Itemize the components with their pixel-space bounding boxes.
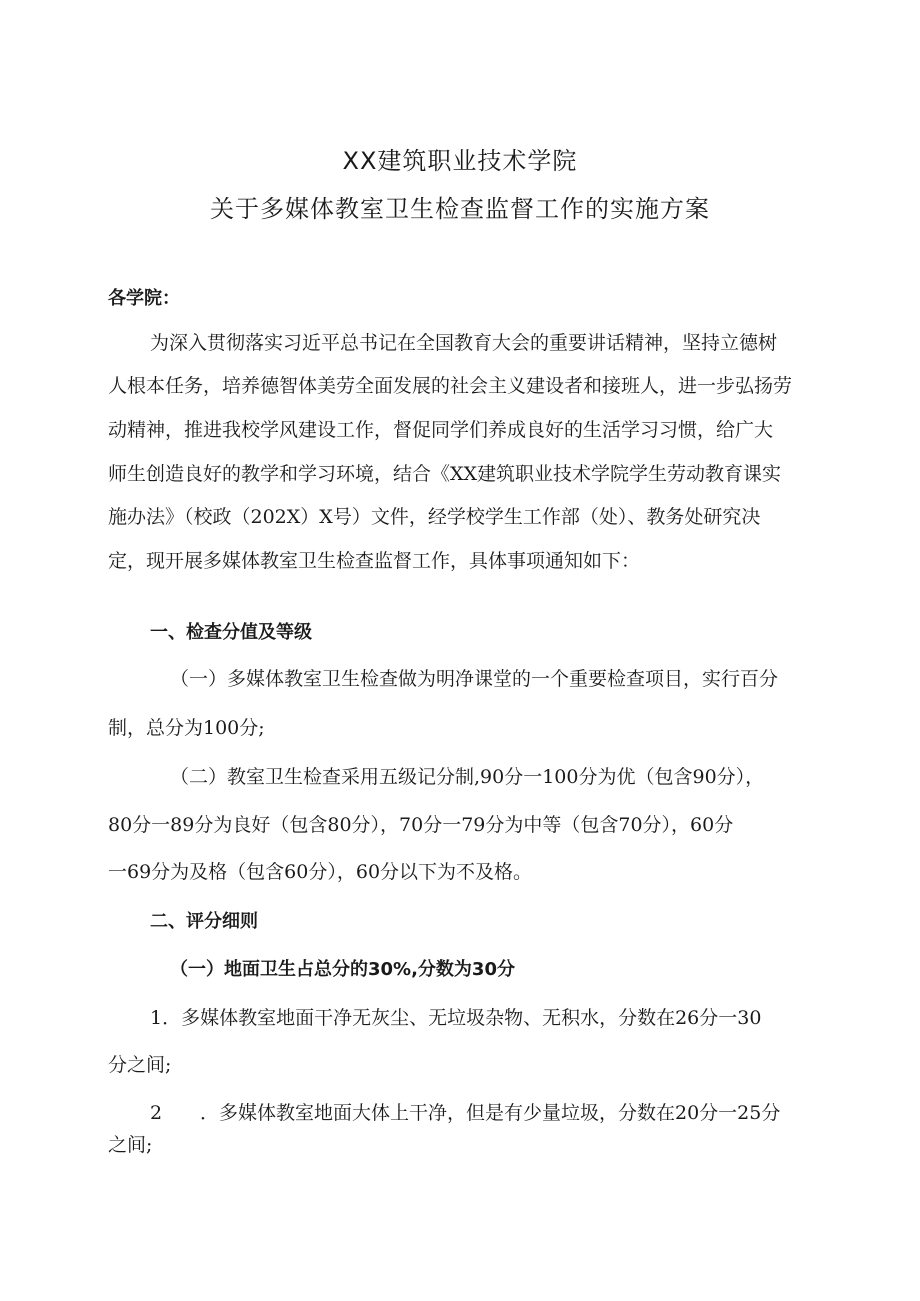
section1-item2-line: （二）教室卫生检查采用五级记分制,90分一100分为优（包含90分）， xyxy=(170,766,765,788)
document-title-line1: XX建筑职业技术学院 xyxy=(342,147,578,175)
intro-line: 人根本任务，培养德智体美劳全面发展的社会主义建设者和接班人，进一步弘扬劳 xyxy=(108,375,793,397)
salutation: 各学院： xyxy=(108,288,180,309)
intro-line: 定，现开展多媒体教室卫生检查监督工作，具体事项通知如下： xyxy=(108,550,641,572)
rule2-number: 2 xyxy=(150,1102,163,1124)
intro-line: 师生创造良好的教学和学习环境，结合《XX建筑职业技术学院学生劳动教育课实 xyxy=(108,463,782,485)
rule2-line: ．多媒体教室地面大体上干净，但是有少量垃圾，分数在20分一25分 xyxy=(200,1102,781,1124)
section1-item1-line: （一）多媒体教室卫生检查做为明净课堂的一个重要检查项目，实行百分 xyxy=(170,668,779,690)
intro-line: 动精神，推进我校学风建设工作，督促同学们养成良好的生活学习习惯，给广大 xyxy=(108,419,774,441)
section2-heading: 二、评分细则 xyxy=(150,911,258,932)
section1-item2-line: 一69分为及格（包含60分），60分以下为不及格。 xyxy=(108,861,533,883)
document-title-line2: 关于多媒体教室卫生检查监督工作的实施方案 xyxy=(210,195,710,223)
rule1-line: 1．多媒体教室地面干净无灰尘、无垃圾杂物、无积水，分数在26分一30 xyxy=(150,1007,762,1029)
rule2-line: 之间; xyxy=(108,1134,153,1156)
intro-line: 为深入贯彻落实习近平总书记在全国教育大会的重要讲话精神，坚持立德树 xyxy=(150,332,778,354)
section1-item2-line: 80分一89分为良好（包含80分），70分一79分为中等（包含70分），60分 xyxy=(108,814,734,836)
section1-item1-line: 制，总分为100分; xyxy=(108,717,265,739)
rule1-line: 分之间; xyxy=(108,1054,172,1076)
intro-line: 施办法》（校政（202X）X号）文件，经学校学生工作部（处）、教务处研究决 xyxy=(108,506,761,528)
section1-heading: 一、检查分值及等级 xyxy=(150,622,312,643)
section2-sub1-heading: （一）地面卫生占总分的30%,分数为30分 xyxy=(170,959,515,980)
